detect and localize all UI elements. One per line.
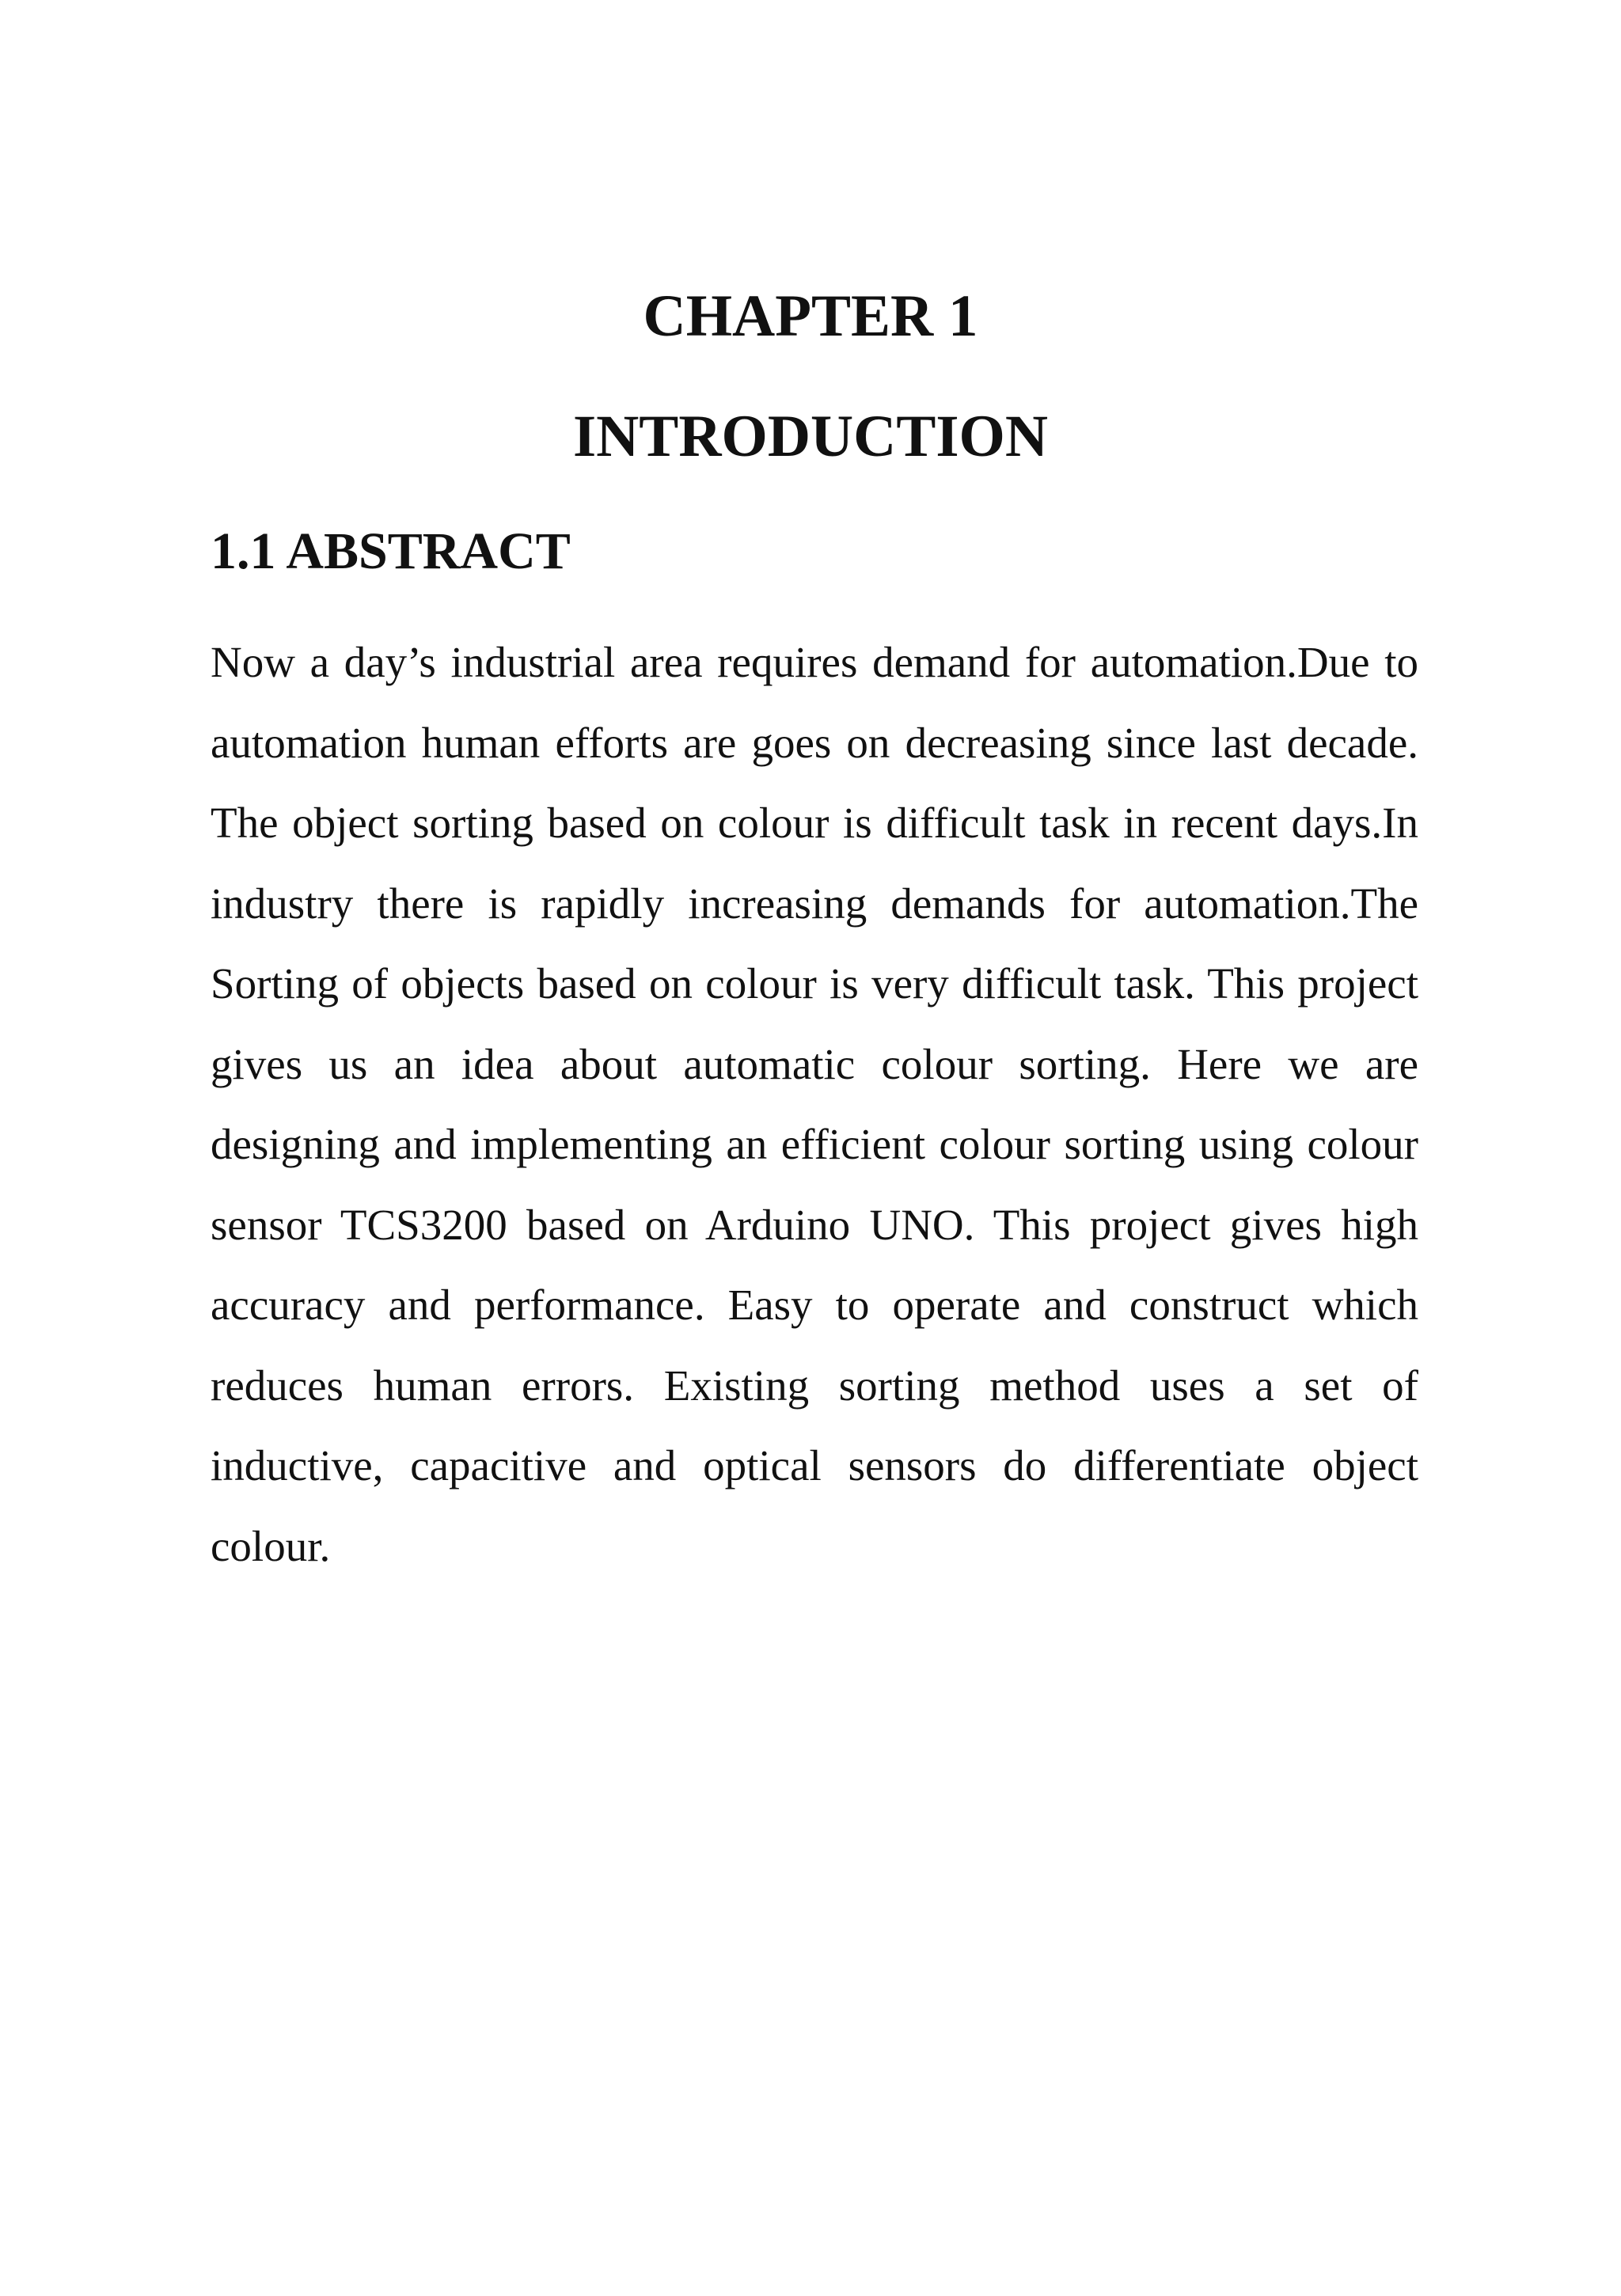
abstract-paragraph: Now a day’s industrial area requires demand for automation.Due to automation human efforts are goes on decreasing since last decade. The object sorting based on colour is difficult task in recent days.In industry there is rapidly increasing demands for automation.The Sorting of objects based on colour is very difficult task. This project gives us an idea about automatic colour sorting. Here we are designing and implementing an efficient colour sorting using colour sensor TCS3200 based on Arduino UNO. This project gives high accuracy and performance. Easy to operate and construct which reduces human errors. Existing sorting method uses a set of inductive, capacitive and optical sensors do differentiate object colour. [211, 638, 1418, 1570]
chapter-title: INTRODUCTION [572, 404, 1049, 469]
section-heading: 1.1 ABSTRACT [211, 522, 571, 580]
chapter-number: CHAPTER 1 [643, 283, 978, 349]
